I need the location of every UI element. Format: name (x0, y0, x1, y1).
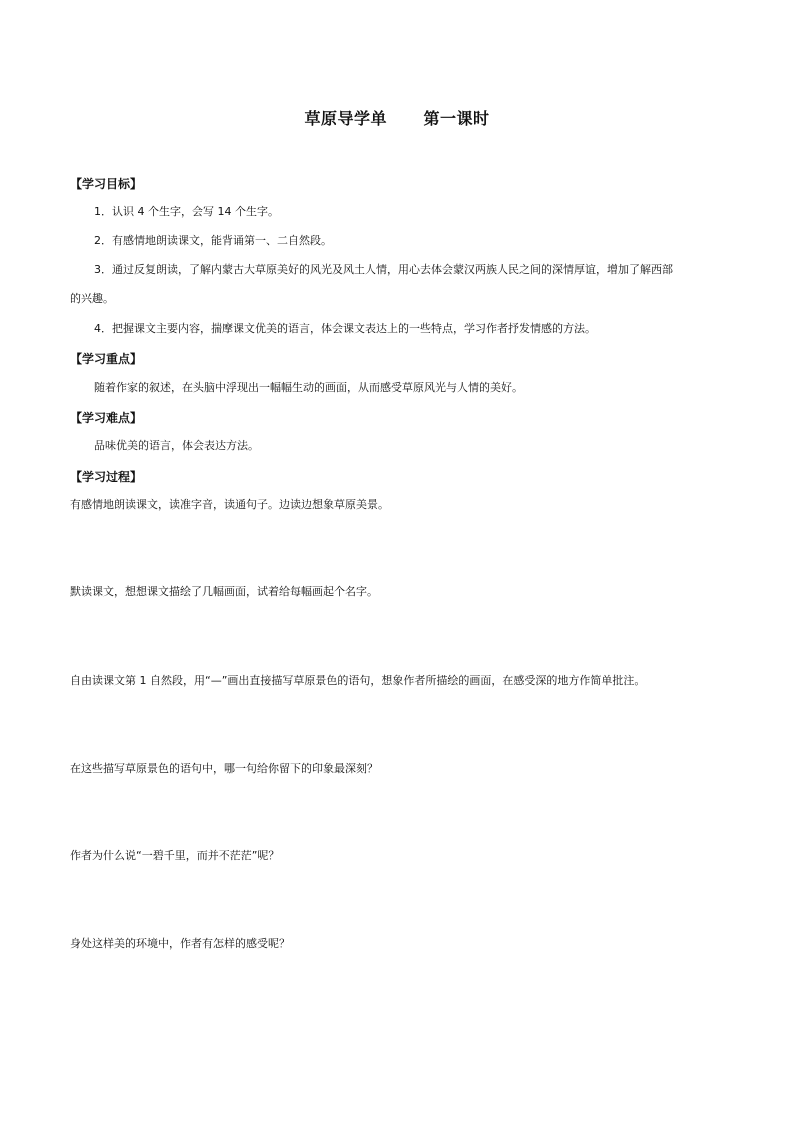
section-heading-process: 【学习过程】 (70, 470, 143, 484)
section-heading-goals: 【学习目标】 (70, 177, 143, 191)
section-heading-key-points: 【学习重点】 (70, 352, 143, 366)
difficulties-text: 品味优美的语言，体会表达方法。 (94, 439, 259, 452)
goal-item-1: 1．认识 4 个生字，会写 14 个生字。 (94, 205, 279, 218)
process-question-5: 作者为什么说“一碧千里，而并不茫茫”呢？ (70, 849, 280, 862)
goal-item-2: 2．有感情地朗读课文，能背诵第一、二自然段。 (94, 234, 332, 247)
process-question-4: 在这些描写草原景色的语句中，哪一句给你留下的印象最深刻？ (70, 762, 378, 775)
process-question-6: 身处这样美的环境中，作者有怎样的感受呢？ (70, 937, 290, 950)
page-title: 草原导学单 第一课时 (304, 109, 490, 128)
goal-item-4: 4．把握课文主要内容，揣摩课文优美的语言，体会课文表达上的一些特点，学习作者抒发情感的方法。 (94, 322, 596, 335)
section-heading-difficulties: 【学习难点】 (70, 411, 143, 425)
key-points-text: 随着作家的叙述，在头脑中浮现出一幅幅生动的画面，从而感受草原风光与人情的美好。 (94, 381, 523, 394)
process-question-2: 默读课文，想想课文描绘了几幅画面，试着给每幅画起个名字。 (70, 585, 378, 598)
goal-item-3-continued: 的兴趣。 (70, 292, 114, 305)
process-question-3: 自由读课文第 1 自然段，用“—”画出直接描写草原景色的语句，想象作者所描绘的画面，在感受深的地方作简单批注。 (70, 674, 646, 687)
goal-item-3: 3．通过反复朗读，了解内蒙古大草原美好的风光及风土人情，用心去体会蒙汉两族人民之间的深情厚谊，增加了解西部 (94, 263, 673, 276)
process-question-1: 有感情地朗读课文，读准字音，读通句子。边读边想象草原美景。 (70, 498, 389, 511)
